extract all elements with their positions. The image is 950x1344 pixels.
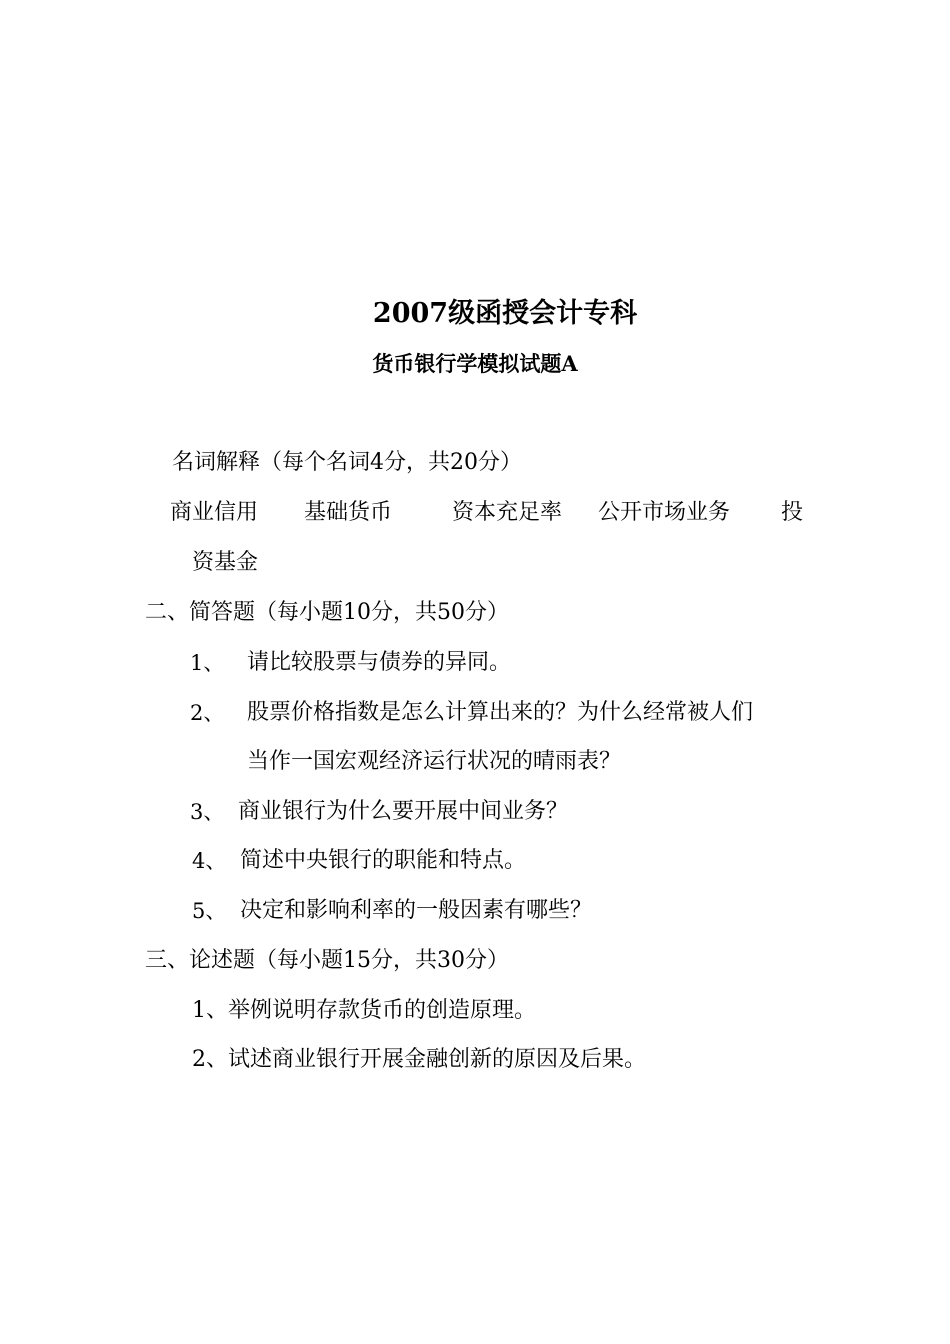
q2-2-text: 股票价格指数是怎么计算出来的？为什么经常被人们 bbox=[247, 700, 754, 725]
q3-1-text: 1、举例说明存款货币的创造原理。 bbox=[192, 998, 536, 1023]
term-base-money: 基础货币 bbox=[304, 500, 393, 525]
section2-heading: 二、简答题（每小题10分，共50分） bbox=[145, 600, 509, 625]
q2-1-number: 1、 bbox=[190, 651, 225, 675]
term-investment-fund-part1: 投 bbox=[781, 500, 804, 525]
document-subtitle: 货币银行学模拟试题A bbox=[372, 351, 578, 376]
q2-2-text-cont: 当作一国宏观经济运行状况的晴雨表？ bbox=[247, 749, 622, 774]
term-capital-adequacy: 资本充足率 bbox=[452, 500, 563, 525]
section3-heading: 三、论述题（每小题15分，共30分） bbox=[145, 948, 509, 973]
q2-4-number: 4、 bbox=[192, 849, 227, 873]
term-investment-fund-part2: 资基金 bbox=[192, 550, 259, 575]
q2-5-number: 5、 bbox=[192, 899, 227, 923]
q2-3-text: 商业银行为什么要开展中间业务？ bbox=[238, 799, 569, 824]
q2-4-text: 简述中央银行的职能和特点。 bbox=[240, 848, 527, 873]
term-commercial-credit: 商业信用 bbox=[170, 500, 259, 525]
q2-3-number: 3、 bbox=[190, 800, 225, 824]
section1-heading: 名词解释（每个名词4分，共20分） bbox=[172, 450, 522, 475]
q2-1-text: 请比较股票与债券的异同。 bbox=[247, 650, 512, 675]
q2-2-number: 2、 bbox=[190, 701, 225, 725]
term-open-market: 公开市场业务 bbox=[598, 500, 731, 525]
q2-5-text: 决定和影响利率的一般因素有哪些？ bbox=[240, 898, 593, 923]
document-title: 2007级函授会计专科 bbox=[372, 298, 638, 329]
q3-2-text: 2、试述商业银行开展金融创新的原因及后果。 bbox=[192, 1047, 646, 1072]
